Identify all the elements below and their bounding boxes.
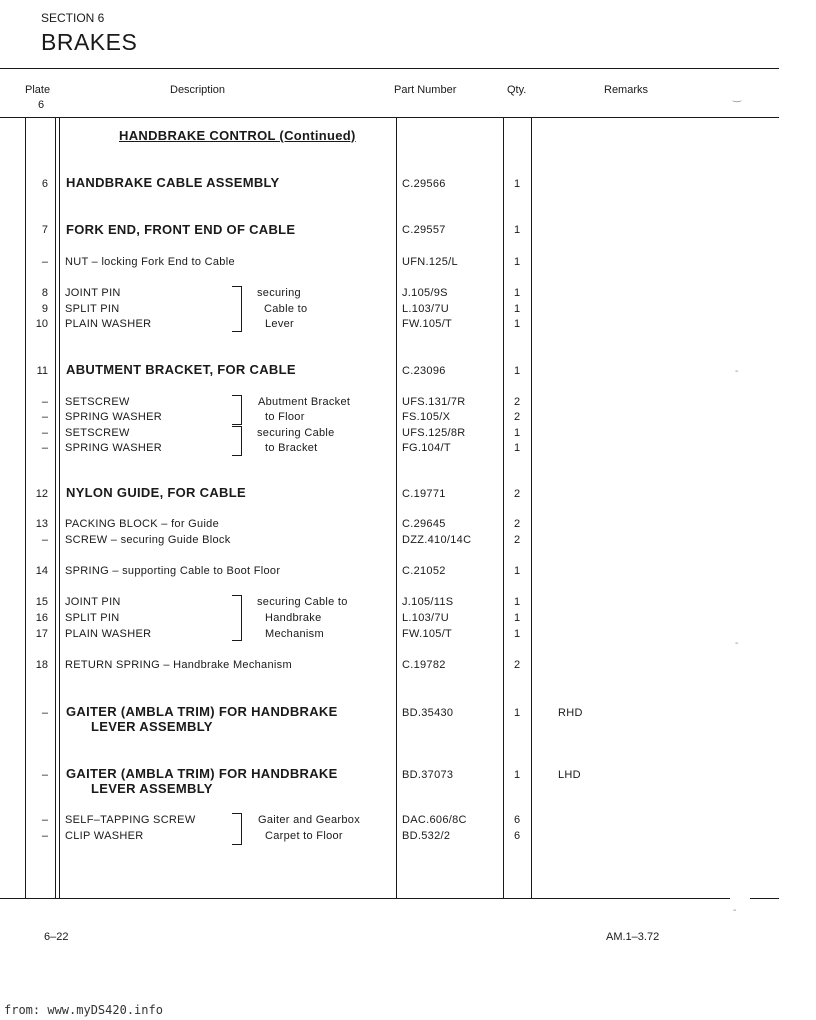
row-plate: – xyxy=(41,814,48,826)
row-description: SPRING – supporting Cable to Boot Floor xyxy=(65,565,281,577)
scan-mark: - xyxy=(735,638,739,649)
row-qty: 1 xyxy=(513,707,521,719)
row-description: SCREW – securing Guide Block xyxy=(65,534,231,546)
part-col-left-rule xyxy=(396,117,397,898)
brace-note: Handbrake xyxy=(265,612,322,624)
row-qty: 1 xyxy=(513,565,521,577)
row-qty: 1 xyxy=(513,612,521,624)
row-qty: 1 xyxy=(513,365,521,377)
row-part-number: UFN.125/L xyxy=(402,256,458,268)
row-qty: 1 xyxy=(513,178,521,190)
row-plate: 8 xyxy=(41,287,48,299)
row-description-cont: LEVER ASSEMBLY xyxy=(91,719,213,734)
row-qty: 1 xyxy=(513,318,521,330)
brace-note: to Bracket xyxy=(265,442,318,454)
brace-note: to Floor xyxy=(265,411,305,423)
row-part-number: C.29645 xyxy=(402,518,446,530)
brace-bracket xyxy=(232,426,242,456)
row-plate: 14 xyxy=(35,565,48,577)
row-description: NYLON GUIDE, FOR CABLE xyxy=(66,485,246,500)
row-part-number: L.103/7U xyxy=(402,303,450,315)
row-plate: 11 xyxy=(36,365,48,377)
row-description: SETSCREW xyxy=(65,396,130,408)
document-code: AM.1–3.72 xyxy=(606,931,660,943)
plate-col-right-rule xyxy=(55,117,56,898)
row-plate: – xyxy=(41,396,48,408)
row-qty: 1 xyxy=(513,596,521,608)
row-plate: 10 xyxy=(35,318,48,330)
page-title: BRAKES xyxy=(41,29,138,55)
row-qty: 1 xyxy=(513,442,521,454)
row-description: PLAIN WASHER xyxy=(65,628,152,640)
brace-note: Mechanism xyxy=(265,628,324,640)
bottom-rule-end xyxy=(750,898,779,899)
row-qty: 2 xyxy=(513,534,521,546)
row-part-number: DAC.606/8C xyxy=(402,814,467,826)
brace-note: Abutment Bracket xyxy=(258,396,351,408)
row-plate: – xyxy=(41,442,48,454)
row-description: SETSCREW xyxy=(65,427,130,439)
row-description-cont: LEVER ASSEMBLY xyxy=(91,781,213,796)
row-part-number: UFS.125/8R xyxy=(402,427,466,439)
row-description: JOINT PIN xyxy=(65,287,121,299)
row-part-number: FS.105/X xyxy=(402,411,451,423)
brace-note: securing xyxy=(257,287,301,299)
brace-bracket xyxy=(232,286,242,332)
row-qty: 2 xyxy=(513,518,521,530)
row-description: RETURN SPRING – Handbrake Mechanism xyxy=(65,659,292,671)
row-description: ABUTMENT BRACKET, FOR CABLE xyxy=(66,362,296,377)
row-description: HANDBRAKE CABLE ASSEMBLY xyxy=(66,175,280,190)
row-plate: 6 xyxy=(41,178,48,190)
scan-mark: ‿ xyxy=(733,92,742,103)
brace-note: securing Cable xyxy=(257,427,335,439)
row-part-number: C.23096 xyxy=(402,365,446,377)
row-part-number: J.105/9S xyxy=(402,287,448,299)
row-qty: 6 xyxy=(513,830,521,842)
row-plate: 18 xyxy=(35,659,48,671)
col-plate: Plate xyxy=(25,84,51,96)
row-description: SPLIT PIN xyxy=(65,612,120,624)
row-plate: 9 xyxy=(41,303,48,315)
row-plate: – xyxy=(41,830,48,842)
row-part-number: J.105/11S xyxy=(402,596,454,608)
row-description: PACKING BLOCK – for Guide xyxy=(65,518,220,530)
brace-bracket xyxy=(232,813,242,845)
bottom-rule xyxy=(0,898,730,899)
group-title: HANDBRAKE CONTROL (Continued) xyxy=(119,128,356,143)
brace-note: Gaiter and Gearbox xyxy=(258,814,361,826)
row-qty: 1 xyxy=(513,769,521,781)
row-qty: 2 xyxy=(513,411,521,423)
row-part-number: FW.105/T xyxy=(402,628,453,640)
row-part-number: DZZ.410/14C xyxy=(402,534,472,546)
col-plate-number: 6 xyxy=(38,99,45,111)
row-part-number: BD.35430 xyxy=(402,707,454,719)
row-qty: 1 xyxy=(513,256,521,268)
desc-col-left-rule xyxy=(59,117,60,898)
row-qty: 2 xyxy=(513,659,521,671)
col-description: Description xyxy=(170,84,226,96)
row-description: FORK END, FRONT END OF CABLE xyxy=(66,222,296,237)
row-qty: 1 xyxy=(513,287,521,299)
brace-note: Lever xyxy=(265,318,295,330)
row-part-number: C.21052 xyxy=(402,565,446,577)
row-plate: – xyxy=(41,534,48,546)
row-description: SPRING WASHER xyxy=(65,442,163,454)
row-plate: – xyxy=(41,256,48,268)
row-remark: LHD xyxy=(558,769,581,781)
qty-col-right-rule xyxy=(531,117,532,898)
row-description: JOINT PIN xyxy=(65,596,121,608)
scan-mark: - xyxy=(735,366,739,377)
row-qty: 1 xyxy=(513,303,521,315)
row-plate: 12 xyxy=(35,488,48,500)
row-description: SPLIT PIN xyxy=(65,303,120,315)
col-qty: Qty. xyxy=(507,84,527,96)
row-part-number: FG.104/T xyxy=(402,442,451,454)
row-description: NUT – locking Fork End to Cable xyxy=(65,256,235,268)
row-part-number: BD.532/2 xyxy=(402,830,451,842)
brace-note: securing Cable to xyxy=(257,596,348,608)
section-label: SECTION 6 xyxy=(41,11,105,25)
row-plate: – xyxy=(41,427,48,439)
row-plate: 13 xyxy=(35,518,48,530)
row-qty: 6 xyxy=(513,814,521,826)
row-qty: 1 xyxy=(513,224,521,236)
row-qty: 1 xyxy=(513,427,521,439)
row-description: GAITER (AMBLA TRIM) FOR HANDBRAKE xyxy=(66,766,338,781)
top-rule xyxy=(0,68,779,69)
row-part-number: FW.105/T xyxy=(402,318,453,330)
brace-bracket xyxy=(232,395,242,425)
source-watermark: from: www.myDS420.info xyxy=(4,1003,163,1017)
brace-note: Cable to xyxy=(264,303,308,315)
row-description: SELF–TAPPING SCREW xyxy=(65,814,196,826)
row-plate: 17 xyxy=(35,628,48,640)
row-remark: RHD xyxy=(558,707,583,719)
row-description: GAITER (AMBLA TRIM) FOR HANDBRAKE xyxy=(66,704,338,719)
row-plate: – xyxy=(41,769,48,781)
row-plate: 7 xyxy=(41,224,48,236)
row-description: SPRING WASHER xyxy=(65,411,163,423)
row-part-number: L.103/7U xyxy=(402,612,450,624)
row-plate: – xyxy=(41,411,48,423)
brace-note: Carpet to Floor xyxy=(265,830,343,842)
page-number: 6–22 xyxy=(44,931,69,943)
col-remarks: Remarks xyxy=(604,84,649,96)
row-part-number: C.29566 xyxy=(402,178,446,190)
row-part-number: C.19782 xyxy=(402,659,446,671)
brace-bracket xyxy=(232,595,242,641)
row-qty: 2 xyxy=(513,396,521,408)
row-qty: 2 xyxy=(513,488,521,500)
row-part-number: UFS.131/7R xyxy=(402,396,466,408)
row-part-number: C.19771 xyxy=(402,488,446,500)
row-description: CLIP WASHER xyxy=(65,830,144,842)
row-plate: 15 xyxy=(35,596,48,608)
col-part-number: Part Number xyxy=(394,84,457,96)
row-part-number: C.29557 xyxy=(402,224,446,236)
qty-col-left-rule xyxy=(503,117,504,898)
row-qty: 1 xyxy=(513,628,521,640)
row-part-number: BD.37073 xyxy=(402,769,454,781)
scan-mark: - xyxy=(733,905,737,916)
row-plate: – xyxy=(41,707,48,719)
row-plate: 16 xyxy=(35,612,48,624)
header-rule xyxy=(0,117,779,118)
row-description: PLAIN WASHER xyxy=(65,318,152,330)
